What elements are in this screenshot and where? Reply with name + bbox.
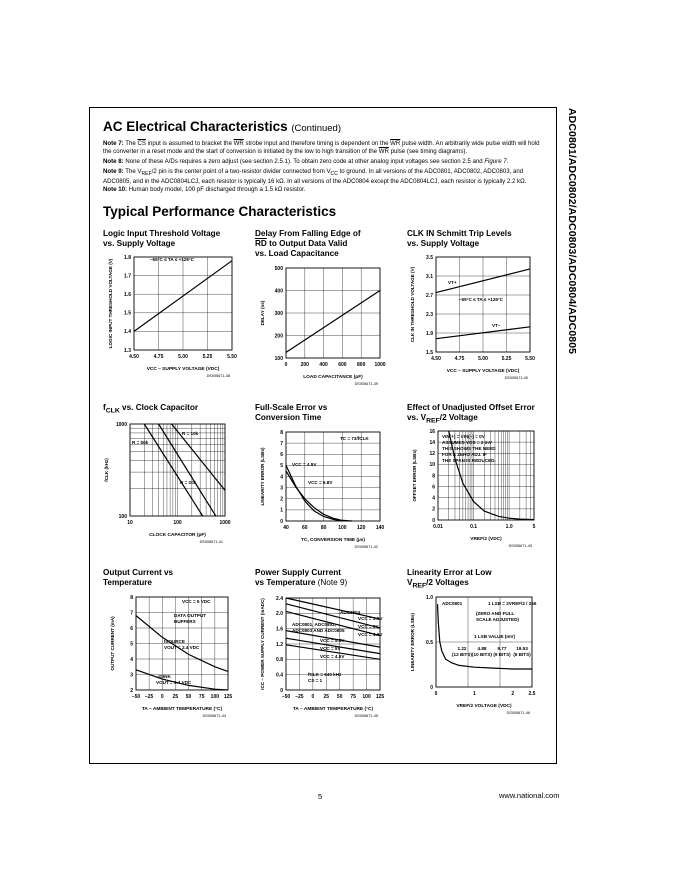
x-tick-label: 0.01 (433, 524, 443, 530)
chart-title-3: CLK IN Schmitt Trip Levels vs. Supply Voltage (407, 229, 512, 248)
annotation: (ZERO AND FULL (476, 611, 515, 616)
x-tick-label: 25 (323, 694, 330, 700)
y-axis-label: CLK IN THRESHOLD VOLTAGE (V) (410, 266, 415, 343)
y-tick-label: 0.4 (276, 672, 283, 679)
y-tick-label: 1.3 (124, 347, 131, 354)
chart-9 (404, 593, 544, 718)
y-tick-label: 16 (429, 428, 435, 435)
series-line (159, 424, 216, 516)
x-tick-label: –50 (131, 694, 141, 700)
y-tick-label: 300 (274, 310, 283, 317)
x-tick-label: 5.50 (227, 354, 237, 360)
y-tick-label: 4 (130, 656, 133, 663)
series-label: R = 10k (182, 431, 199, 436)
ac-heading: AC Electrical Characteristics (Continued) (103, 119, 341, 134)
annotation: 1.22 (457, 646, 467, 651)
annotation: –55°C ≤ TA ≤ +125°C (150, 257, 195, 262)
annotation: THIS SHOWS THE NEED (442, 446, 496, 451)
series-label: VCC = 5.5V (358, 616, 383, 621)
y-axis-label: ICC – POWER SUPPLY CURRENT (mADC) (260, 598, 265, 690)
tpc-heading: Typical Performance Characteristics (103, 204, 337, 219)
y-tick-label: 1.6 (124, 292, 131, 298)
chart-5 (252, 428, 392, 550)
annotation: SCALE ADJUSTED) (476, 617, 519, 622)
x-tick-label: 1.0 (505, 524, 513, 530)
x-tick-label: 125 (223, 694, 233, 700)
annotation: 4.88 (477, 646, 487, 651)
y-tick-label: 200 (274, 333, 283, 340)
annotation: VOUT = 2.4 VDC (164, 645, 200, 650)
y-tick-label: 400 (274, 288, 283, 295)
x-axis-label: CLOCK CAPACITOR (pF) (149, 533, 206, 538)
annotation: ADC0803 AND ADC0805 (292, 628, 345, 633)
y-tick-label: 1.0 (426, 594, 433, 601)
footer-url: www.national.com (499, 791, 560, 800)
chart-title-7: Output Current vs Temperature (103, 568, 174, 587)
y-tick-label: 3 (280, 485, 283, 492)
y-axis-label: LINEARITY ERROR (LSBs) (410, 612, 415, 672)
x-tick-label: 100 (362, 694, 371, 700)
y-tick-label: 2.0 (276, 611, 283, 618)
chart-title-6: Effect of Unadjusted Offset Error vs. $V_{REF}/2$ Voltage (407, 403, 535, 425)
series-label: VCC = 4.5V (358, 632, 383, 637)
y-tick-label: 4 (280, 474, 283, 481)
series-label: VCC = 4.5V (320, 654, 345, 659)
chart-7 (100, 593, 240, 718)
series-label: R = 50k (132, 440, 149, 445)
y-axis-label: OFFSET ERROR (LSBs) (412, 449, 417, 502)
x-axis-label: LOAD CAPACITANCE (pF) (303, 375, 363, 380)
y-tick-label: 2.3 (426, 311, 433, 318)
x-tick-label: 0 (311, 694, 315, 700)
x-tick-label: 60 (302, 525, 308, 531)
x-tick-label: –25 (295, 694, 304, 700)
y-tick-label: 500 (274, 265, 283, 272)
annotation: BUFFERS (174, 619, 196, 624)
x-tick-label: 5.25 (501, 356, 512, 362)
annotation: 1 LSB VALUE (mV) (474, 634, 516, 639)
x-tick-label: 0 (434, 691, 438, 697)
note-9: Note 9: The $V_{REF}/2$ pin is the center point of a two-resistor divider connected from $V_{CC}$ to ground. In all versions of the ADC0801, ADC0802, ADC0803, and ADC0805, and in the ADC0804LCJ, each resistor is typically 16 kΩ. In all versions of the ADC0804 except the ADC0804LCJ, each resistor is typically 2.2 kΩ. (103, 168, 527, 186)
annotation: ADC0801, ADC0802, (292, 622, 337, 627)
x-tick-label: 4.75 (454, 356, 465, 362)
annotation: –55°C ≤ TA ≤ +125°C (459, 297, 504, 302)
annotation: (8 BITS) (513, 652, 531, 657)
annotation: –ISINK (156, 674, 171, 679)
x-tick-label: 100 (338, 525, 347, 531)
y-tick-label: 1 (280, 507, 283, 514)
chart-1 (100, 252, 240, 382)
y-tick-label: 14 (429, 439, 435, 446)
x-axis-label: VCC – SUPPLY VOLTAGE (VDC) (446, 369, 520, 374)
annotation: (12 BITS) (452, 652, 472, 657)
y-tick-label: 8 (432, 473, 435, 480)
x-axis-label: TA – AMBIENT TEMPERATURE (°C) (141, 707, 223, 712)
x-tick-label: 200 (300, 362, 309, 368)
figure-code: DS005671-38 (206, 374, 230, 378)
annotation: VIN(+) = VIN(–) = 0V (442, 434, 485, 439)
note-7: Note 7: The $\overline{CS}$ input is assumed to bracket the $\overline{WR}$ strobe input and therefore timing is dependent on the $\overline{WR}$ pulse width. An arbitrarily wide pulse width will hold the converter in a reset mode and the start of conversion is initiated by the low to high transition of the $\overline{WR}$ pulse (see timing diagrams). (103, 140, 540, 156)
figure-code: DS005671-45 (354, 714, 378, 718)
x-tick-label: 1000 (374, 362, 386, 368)
x-tick-label: 100 (210, 694, 220, 700)
x-tick-label: 5.50 (525, 356, 535, 362)
x-tick-label: 4.75 (153, 354, 164, 360)
x-axis-label: VREF/2 VOLTAGE (VDC) (456, 704, 512, 709)
y-tick-label: 2.4 (276, 596, 283, 602)
chart-3 (404, 252, 544, 382)
y-axis-label: LOGIC INPUT THRESHOLD VOLTAGE (V) (108, 258, 113, 349)
x-tick-label: –50 (281, 694, 291, 700)
chart-2 (252, 264, 392, 386)
annotation: 19.53 (516, 646, 528, 651)
note-8: Note 8: None of these A/Ds requires a zero adjust (see section 2.5.1). To obtain zero code at other analog input voltages see section 2.5 and Figure 7. (103, 158, 509, 165)
y-tick-label: 1.5 (426, 349, 433, 356)
annotation: CS = 1 (308, 678, 323, 683)
series-label: VCC = 5.5V (320, 638, 345, 643)
x-tick-label: 10 (127, 520, 133, 526)
annotation: ASSUMES VOS = 2 mV (442, 440, 492, 445)
series-label: VT+ (448, 280, 457, 285)
x-tick-label: 120 (357, 525, 366, 531)
figure-code: DS005671-42 (354, 545, 378, 549)
x-tick-label: 5 (532, 524, 536, 530)
y-tick-label: 0.5 (426, 639, 433, 646)
series-line (144, 424, 202, 516)
y-tick-label: 100 (274, 355, 283, 362)
y-tick-label: 10 (429, 462, 435, 469)
side-title: ADC0801/ADC0802/ADC0803/ADC0804/ADC0805 (566, 108, 578, 355)
x-tick-label: 4.50 (129, 354, 139, 360)
x-tick-label: 5.25 (202, 354, 213, 360)
y-tick-label: 8 (280, 429, 283, 436)
series-label: R = 20k (180, 480, 197, 485)
chart-title-9: Linearity Error at Low $V_{REF}/2$ Voltages (407, 568, 492, 590)
annotation: VOUT = 0.4 VDC (156, 680, 192, 685)
y-tick-label: 100 (118, 513, 127, 520)
annotation: ADC0804 (340, 610, 361, 615)
y-tick-label: 7 (280, 440, 283, 447)
y-tick-label: 1000 (115, 421, 127, 428)
series-label: VCC = 6.8V (308, 480, 333, 485)
y-tick-label: 1.4 (124, 329, 131, 336)
series-label: VCC = 4.5V (292, 462, 317, 467)
annotation: 9.77 (497, 646, 507, 651)
y-axis-label: DELAY (ns) (260, 300, 265, 326)
figure-code: DS005671-41 (199, 540, 223, 544)
chart-6 (404, 428, 544, 550)
x-tick-label: 40 (283, 525, 289, 531)
annotation: ADC0801 (442, 601, 463, 606)
x-tick-label: 5.00 (478, 356, 488, 362)
y-tick-label: 5 (130, 641, 133, 648)
chart-title-8: Power Supply Current vs Temperature (Note 9) (255, 568, 348, 587)
x-tick-label: –25 (144, 694, 154, 700)
x-axis-label: VCC – SUPPLY VOLTAGE (VDC) (146, 367, 220, 372)
x-tick-label: 75 (198, 694, 205, 700)
y-tick-label: 3 (130, 672, 133, 679)
x-tick-label: 50 (185, 694, 192, 700)
annotation: fCLK = 640 kHz (308, 672, 342, 677)
note-10: Note 10: Human body model, 100 pF discharged through a 1.5 kΩ resistor. (103, 186, 306, 193)
x-tick-label: 0 (284, 362, 288, 368)
x-tick-label: 125 (375, 694, 385, 700)
x-tick-label: 25 (172, 694, 179, 700)
y-tick-label: 1.8 (124, 254, 131, 261)
y-tick-label: 4 (432, 495, 435, 502)
page-number: 5 (318, 792, 323, 801)
y-tick-label: 1.6 (276, 626, 283, 633)
y-tick-label: 5 (280, 463, 283, 470)
chart-title-1: Logic Input Threshold Voltage vs. Supply Voltage (103, 229, 221, 248)
y-tick-label: 0 (280, 518, 283, 525)
y-tick-label: 0 (430, 684, 433, 691)
y-tick-label: 1.9 (426, 330, 433, 337)
x-tick-label: 600 (338, 362, 347, 368)
chart-8 (252, 596, 392, 718)
x-tick-label: 1000 (219, 520, 231, 526)
annotation: THE SPAN IS REDUCED. (442, 458, 496, 463)
figure-code: DS005671-44 (202, 714, 226, 718)
series-line (286, 291, 380, 353)
x-tick-label: 1 (473, 691, 476, 697)
x-axis-label: VREF/2 (VDC) (470, 537, 502, 542)
y-tick-label: 2 (130, 687, 133, 694)
y-axis-label: fCLK (kHz) (104, 458, 109, 482)
y-tick-label: 0.8 (276, 657, 283, 664)
y-tick-label: 8 (130, 594, 133, 601)
figure-code: DS005671-46 (506, 711, 530, 715)
x-axis-label: TC, CONVERSION TIME (µs) (300, 538, 366, 543)
annotation: VCC = 5 VDC (182, 599, 211, 604)
y-tick-label: 2.7 (426, 292, 433, 299)
y-tick-label: 3.1 (426, 273, 433, 280)
figure-code: DS005671-43 (508, 544, 532, 548)
y-tick-label: 2 (432, 506, 435, 513)
series-label: VT– (492, 323, 501, 328)
y-tick-label: 6 (280, 452, 283, 459)
y-tick-label: 1.2 (276, 641, 283, 648)
x-tick-label: 4.50 (431, 356, 441, 362)
x-tick-label: 50 (336, 694, 343, 700)
annotation: FOR A ZERO ADJ. IF (442, 452, 487, 457)
y-tick-label: 6 (432, 484, 435, 491)
x-tick-label: 0 (160, 694, 164, 700)
annotation: DATA OUTPUT (174, 613, 207, 618)
figure-code: DS005671-40 (504, 376, 528, 380)
y-tick-label: 2 (280, 496, 283, 503)
chart-title-4: $f_{CLK}$ vs. Clock Capacitor (103, 403, 199, 415)
chart-4 (100, 419, 240, 544)
y-tick-label: 1.7 (124, 273, 131, 280)
y-tick-label: 1.5 (124, 310, 131, 317)
chart-title-2: Delay From Falling Edge of $\overline{RD}$ to Output Data Valid vs. Load Capacitance (255, 229, 361, 258)
x-tick-label: 2 (511, 691, 515, 697)
y-tick-label: 0 (280, 687, 283, 694)
chart-title-5: Full-Scale Error vs Conversion Time (255, 403, 328, 422)
x-axis-label: TA – AMBIENT TEMPERATURE (°C) (292, 707, 374, 712)
y-axis-label: LINEARITY ERROR (LSBs) (260, 447, 265, 506)
annotation: (10 BITS) (472, 652, 492, 657)
x-tick-label: 140 (375, 525, 385, 531)
x-tick-label: 80 (320, 525, 327, 531)
annotation: TC = 73/fCLK (340, 436, 369, 441)
figure-code: DS005671-39 (354, 382, 378, 386)
series-label: VCC = 5V (358, 624, 379, 629)
x-tick-label: 75 (350, 694, 356, 700)
y-tick-label: 12 (429, 451, 435, 458)
x-tick-label: 400 (319, 362, 328, 368)
x-tick-label: 800 (357, 362, 366, 368)
y-tick-label: 3.5 (426, 254, 433, 261)
annotation: 1 LSB = 2VREF/2 / 256 (488, 601, 537, 606)
y-tick-label: 7 (130, 610, 133, 617)
y-tick-label: 0 (432, 517, 435, 524)
x-tick-label: 2.5 (528, 691, 536, 697)
x-tick-label: 100 (173, 520, 182, 526)
series-line (286, 465, 342, 521)
x-tick-label: 0.1 (470, 524, 478, 530)
y-axis-label: OUTPUT CURRENT (mA) (110, 616, 115, 671)
y-tick-label: 6 (130, 625, 133, 632)
annotation: (9 BITS) (493, 652, 511, 657)
x-tick-label: 5.00 (178, 354, 188, 360)
series-label: VCC = 5V (320, 646, 341, 651)
annotation: ISOURCE (164, 639, 185, 644)
